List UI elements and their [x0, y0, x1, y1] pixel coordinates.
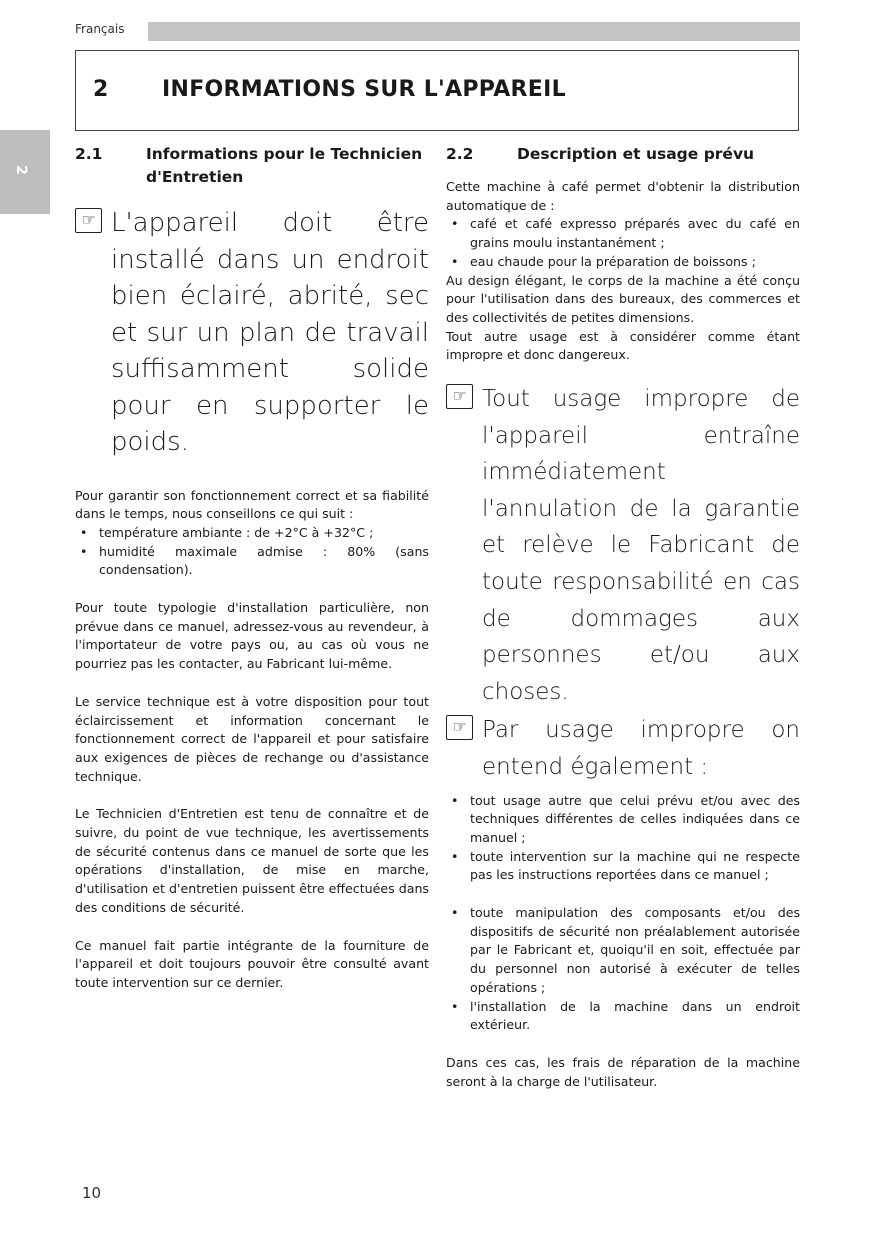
paragraph: Pour toute typologie d'installation particulière, non prévue dans ce manuel, adressez-vous au revendeur, à l'importateur de votre pays ou, au cas où vous ne pourriez pas les contacter, au Fabricant lui-même.: [75, 600, 429, 672]
paragraph: Pour garantir son fonctionnement correct et sa fiabilité dans le temps, nous conseillons ce qui suit :: [75, 487, 429, 522]
pointing-hand-icon: ☞: [446, 384, 473, 409]
list-item: • humidité maximale admise : 80% (sans condensation).: [75, 543, 429, 580]
header-bar: [148, 22, 800, 41]
page-number: 10: [82, 1184, 102, 1202]
list-item: • toute intervention sur la machine qui ne respecte pas les instructions reportées dans ce manuel ;: [446, 848, 800, 885]
chapter-title: INFORMATIONS SUR L'APPAREIL: [162, 77, 566, 102]
chapter-header: [75, 50, 799, 131]
section-title: Informations pour le Technicien d'Entretien: [146, 145, 423, 186]
paragraph: Ce manuel fait partie intégrante de la fourniture de l'appareil et doit toujours pouvoir être consulté avant toute intervention sur ce dernier.: [75, 937, 429, 990]
section-title: Description et usage prévu: [517, 145, 755, 163]
chapter-tab-label: 2: [12, 165, 29, 175]
warranty-note: [446, 381, 800, 710]
pointing-hand-icon: ☞: [446, 715, 473, 740]
left-column: [75, 143, 429, 993]
installation-note-text: L'appareil doit être installé dans un endroit bien éclairé, abrité, sec et sur un plan de travail suffisamment solide pour en supporter le poids.: [111, 208, 429, 457]
improper-use-note-text: Par usage impropre on entend également :: [482, 717, 800, 780]
improper-use-note: [446, 712, 800, 785]
list-item: • toute manipulation des composants et/ou des dispositifs de sécurité non préalablement autorisée par le Fabricant et, quoiqu'il en soit, effectuée par du personnel non autorisé à exécuter de telles opérations ;: [446, 904, 800, 998]
section-heading-2-2: [446, 143, 800, 166]
list-item: • eau chaude pour la préparation de boissons ;: [446, 253, 800, 272]
paragraph: Au design élégant, le corps de la machine a été conçu pour l'utilisation dans des bureaux, des commerces et des collectivités de petites dimensions.: [446, 272, 800, 325]
paragraph: Le Technicien d'Entretien est tenu de connaître et de suivre, du point de vue technique, les avertissements de sécurité contenus dans ce manuel de sorte que les opérations d'installation, de mise en marche, d'utilisation et d'entretien puissent être effectuées dans des conditions de sécurité.: [75, 806, 429, 915]
list-item: • café et café expresso préparés avec du café en grains moulu instantanément ;: [446, 215, 800, 252]
chapter-side-tab: [0, 130, 50, 214]
distribution-list: [446, 215, 800, 271]
language-label: Français: [75, 22, 125, 36]
paragraph: Dans ces cas, les frais de réparation de la machine seront à la charge de l'utilisateur.: [446, 1055, 800, 1089]
paragraph: Le service technique est à votre disposition pour tout éclaircissement et information concernant le fonctionnement correct de l'appareil et pour satisfaire aux exigences de pièces de rechange ou d'assistance technique.: [75, 693, 429, 784]
list-item: • température ambiante : de +2°C à +32°C ;: [75, 524, 429, 543]
section-heading-2-1: [75, 143, 429, 189]
improper-use-list-2: [446, 904, 800, 1035]
improper-use-list: [446, 792, 800, 886]
section-number: 2.1: [75, 145, 103, 163]
list-item: • tout usage autre que celui prévu et/ou avec des techniques différentes de celles indiquées dans ce manuel ;: [446, 792, 800, 848]
pointing-hand-icon: ☞: [75, 208, 102, 233]
paragraph: Cette machine à café permet d'obtenir la distribution automatique de :: [446, 179, 800, 213]
right-column: [446, 143, 800, 1091]
section-number: 2.2: [446, 145, 474, 163]
paragraph: Tout autre usage est à considérer comme étant impropre et donc dangereux.: [446, 328, 800, 363]
installation-note: [75, 205, 429, 461]
chapter-number: 2: [93, 77, 109, 102]
conditions-list: [75, 524, 429, 580]
warranty-note-text: Tout usage impropre de l'appareil entraîne immédiatement l'annulation de la garantie et relève le Fabricant de toute responsabilité en cas de dommages aux personnes et/ou aux choses.: [482, 386, 800, 705]
list-item: • l'installation de la machine dans un endroit extérieur.: [446, 998, 800, 1035]
